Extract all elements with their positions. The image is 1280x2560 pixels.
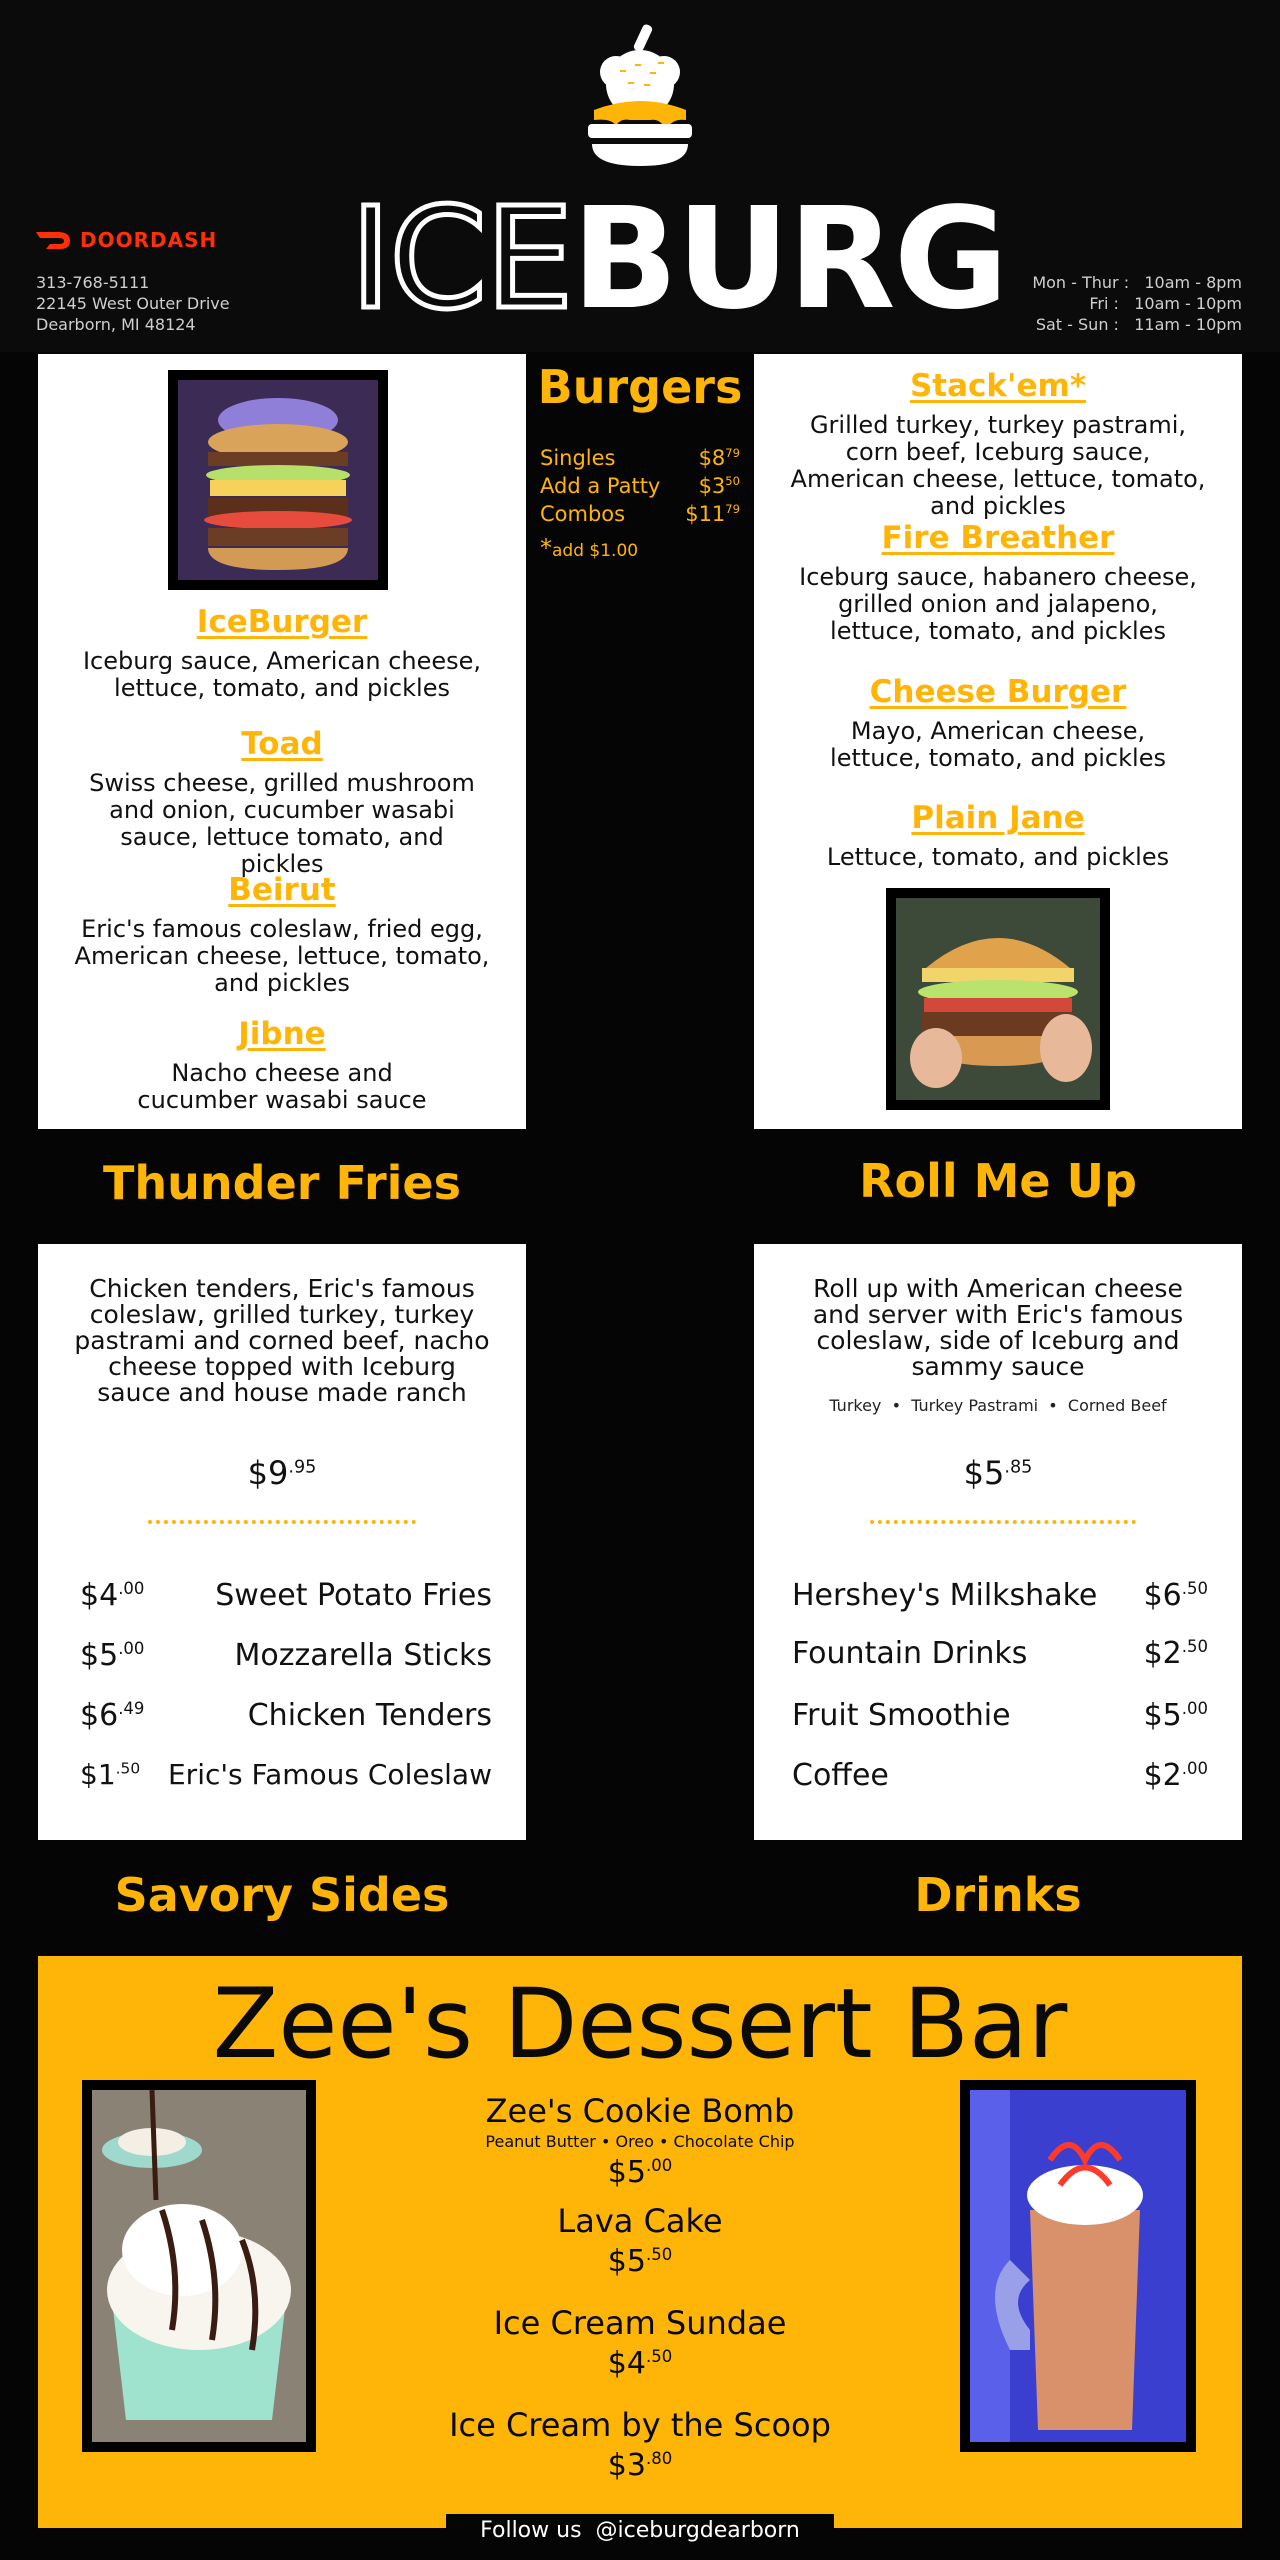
dessert-item [368, 2406, 912, 2508]
sundae-photo [82, 2080, 316, 2452]
doordash-link[interactable] [34, 228, 217, 252]
menu-item-stackem [754, 368, 1242, 520]
item-name: Stack'em* [909, 368, 1087, 404]
dessert-name: Ice Cream Sundae [493, 2304, 787, 2342]
item-desc: Mayo, American cheese, lettuce, tomato, and pickles [830, 717, 1166, 772]
burger-photo-2 [886, 888, 1110, 1110]
burgers-title: Burgers [537, 360, 743, 414]
drink-row: Fruit Smoothie $\$5^{.00}$ [792, 1698, 1208, 1733]
dessert-item [368, 2304, 912, 2406]
dessert-panel [38, 1956, 1242, 2528]
item-desc: Swiss cheese, grilled mushroom and onion, cucumber wasabi sauce, lettuce tomato, and pickles [89, 769, 475, 878]
item-name: Cheese Burger [869, 674, 1127, 710]
brand-title-light: ICE [350, 178, 572, 341]
dessert-title: Zee's Dessert Bar [212, 1968, 1068, 2080]
brand-title-bold: BURG [571, 178, 1007, 341]
dessert-price: $\$3^{.80}$ [607, 2448, 673, 2483]
menu-item-beirut [38, 872, 526, 997]
phone: 313-768-5111 [36, 273, 150, 292]
price-combos: Combos $\$11^{79}$ [540, 502, 740, 526]
address-line-1: 22145 West Outer Drive [36, 294, 230, 313]
hours-row: Mon - Thur : 10am - 8pm [1032, 273, 1242, 292]
hours [1032, 272, 1242, 335]
burgers-left-panel [38, 354, 526, 1129]
shake-photo-icon [970, 2090, 1186, 2442]
doordash-icon [34, 229, 72, 251]
item-desc: Eric's famous coleslaw, fried egg, American cheese, lettuce, tomato, and pickles [74, 915, 490, 997]
side-row: $\$4^{.00}$ Sweet Potato Fries [80, 1578, 492, 1613]
roll-me-up-price: $\$5^{.85}$ [963, 1454, 1033, 1492]
item-desc: Lettuce, tomato, and pickles [826, 843, 1170, 871]
drinks-title: Drinks [914, 1868, 1082, 1922]
doordash-label: DOORDASH [80, 228, 218, 252]
dessert-name: Lava Cake [557, 2202, 723, 2240]
dessert-price: $\$5^{.50}$ [607, 2244, 673, 2279]
item-name: Jibne [238, 1016, 326, 1052]
sundae-photo-icon [92, 2090, 306, 2442]
dessert-name: Ice Cream by the Scoop [449, 2406, 831, 2444]
roll-me-up-panel [754, 1244, 1242, 1840]
dessert-item [368, 2202, 912, 2304]
burgers-right-panel [754, 354, 1242, 1129]
hours-row: Fri : 10am - 10pm [1089, 294, 1242, 313]
address-line-2: Dearborn, MI 48124 [36, 315, 196, 334]
menu-item-cheese-burger [754, 674, 1242, 772]
item-name: Plain Jane [911, 800, 1085, 836]
dessert-price: $\$5^{.00}$ [607, 2155, 673, 2190]
item-desc: Nacho cheese and cucumber wasabi sauce [137, 1059, 427, 1114]
burgers-prices [540, 444, 740, 565]
thunder-fries-desc: Chicken tenders, Eric's famous coleslaw, grilled turkey, turkey pastrami and corned beef, nacho cheese topped with Iceburg sauce and house made ranch [74, 1274, 490, 1407]
burger-photo-1 [168, 370, 388, 590]
divider-dots [870, 1520, 1136, 1524]
brand-title [350, 178, 1007, 341]
item-name: Beirut [228, 872, 336, 908]
dessert-item [368, 2092, 912, 2202]
roll-me-up-title: Roll Me Up [859, 1154, 1137, 1208]
item-desc: Iceburg sauce, American cheese, lettuce, tomato, and pickles [82, 647, 482, 702]
price-add-patty: Add a Patty $\$3^{50}$ [540, 474, 740, 498]
shake-photo [960, 2080, 1196, 2452]
drink-row: Coffee $\$2^{.00}$ [792, 1758, 1208, 1793]
item-desc: Iceburg sauce, habanero cheese, grilled onion and jalapeno, lettuce, tomato, and pickles [799, 563, 1197, 645]
thunder-fries-price: $\$9^{.95}$ [247, 1454, 317, 1492]
menu-item-jibne [38, 1016, 526, 1114]
hours-row: Sat - Sun : 11am - 10pm [1035, 315, 1242, 334]
dessert-name: Zee's Cookie Bomb [485, 2092, 795, 2130]
drink-row: Fountain Drinks $\$2^{.50}$ [792, 1636, 1208, 1671]
side-row: $\$6^{.49}$ Chicken Tenders [80, 1698, 492, 1733]
contact-info [36, 272, 230, 335]
menu-item-plain-jane [754, 800, 1242, 871]
header [0, 0, 1280, 352]
side-row: $\$5^{.00}$ Mozzarella Sticks [80, 1638, 492, 1673]
item-name: Toad [241, 726, 323, 762]
menu-item-toad [38, 726, 526, 878]
ice-cream-burger-logo-icon [580, 22, 700, 172]
item-name: Fire Breather [881, 520, 1115, 556]
side-row: $\$1^{.50}$ Eric's Famous Coleslaw [80, 1758, 492, 1791]
drink-row: Hershey's Milkshake $\$6^{.50}$ [792, 1578, 1208, 1613]
burger-photo-1-icon [178, 380, 378, 580]
social-follow-link[interactable]: Follow us @iceburgdearborn [446, 2514, 834, 2548]
item-desc: Grilled turkey, turkey pastrami, corn beef, Iceburg sauce, American cheese, lettuce, tomato, and pickles [790, 411, 1206, 520]
burger-photo-2-icon [896, 898, 1100, 1100]
roll-me-up-options: Turkey • Turkey Pastrami • Corned Beef [829, 1396, 1167, 1415]
divider-dots [148, 1520, 416, 1524]
item-name: IceBurger [196, 604, 368, 640]
thunder-fries-title: Thunder Fries [103, 1156, 461, 1210]
combo-note: *add $1.00 [540, 534, 639, 562]
dessert-menu [368, 2092, 912, 2508]
price-singles: Singles $\$8^{79}$ [540, 446, 740, 470]
menu-item-iceburger [38, 604, 526, 702]
dessert-options: Peanut Butter • Oreo • Chocolate Chip [485, 2132, 795, 2151]
roll-me-up-desc: Roll up with American cheese and server with Eric's famous coleslaw, side of Iceburg and sammy sauce [812, 1274, 1184, 1381]
savory-sides-title: Savory Sides [114, 1868, 450, 1922]
dessert-price: $\$4^{.50}$ [607, 2346, 673, 2381]
menu-item-fire-breather [754, 520, 1242, 645]
thunder-fries-panel [38, 1244, 526, 1840]
